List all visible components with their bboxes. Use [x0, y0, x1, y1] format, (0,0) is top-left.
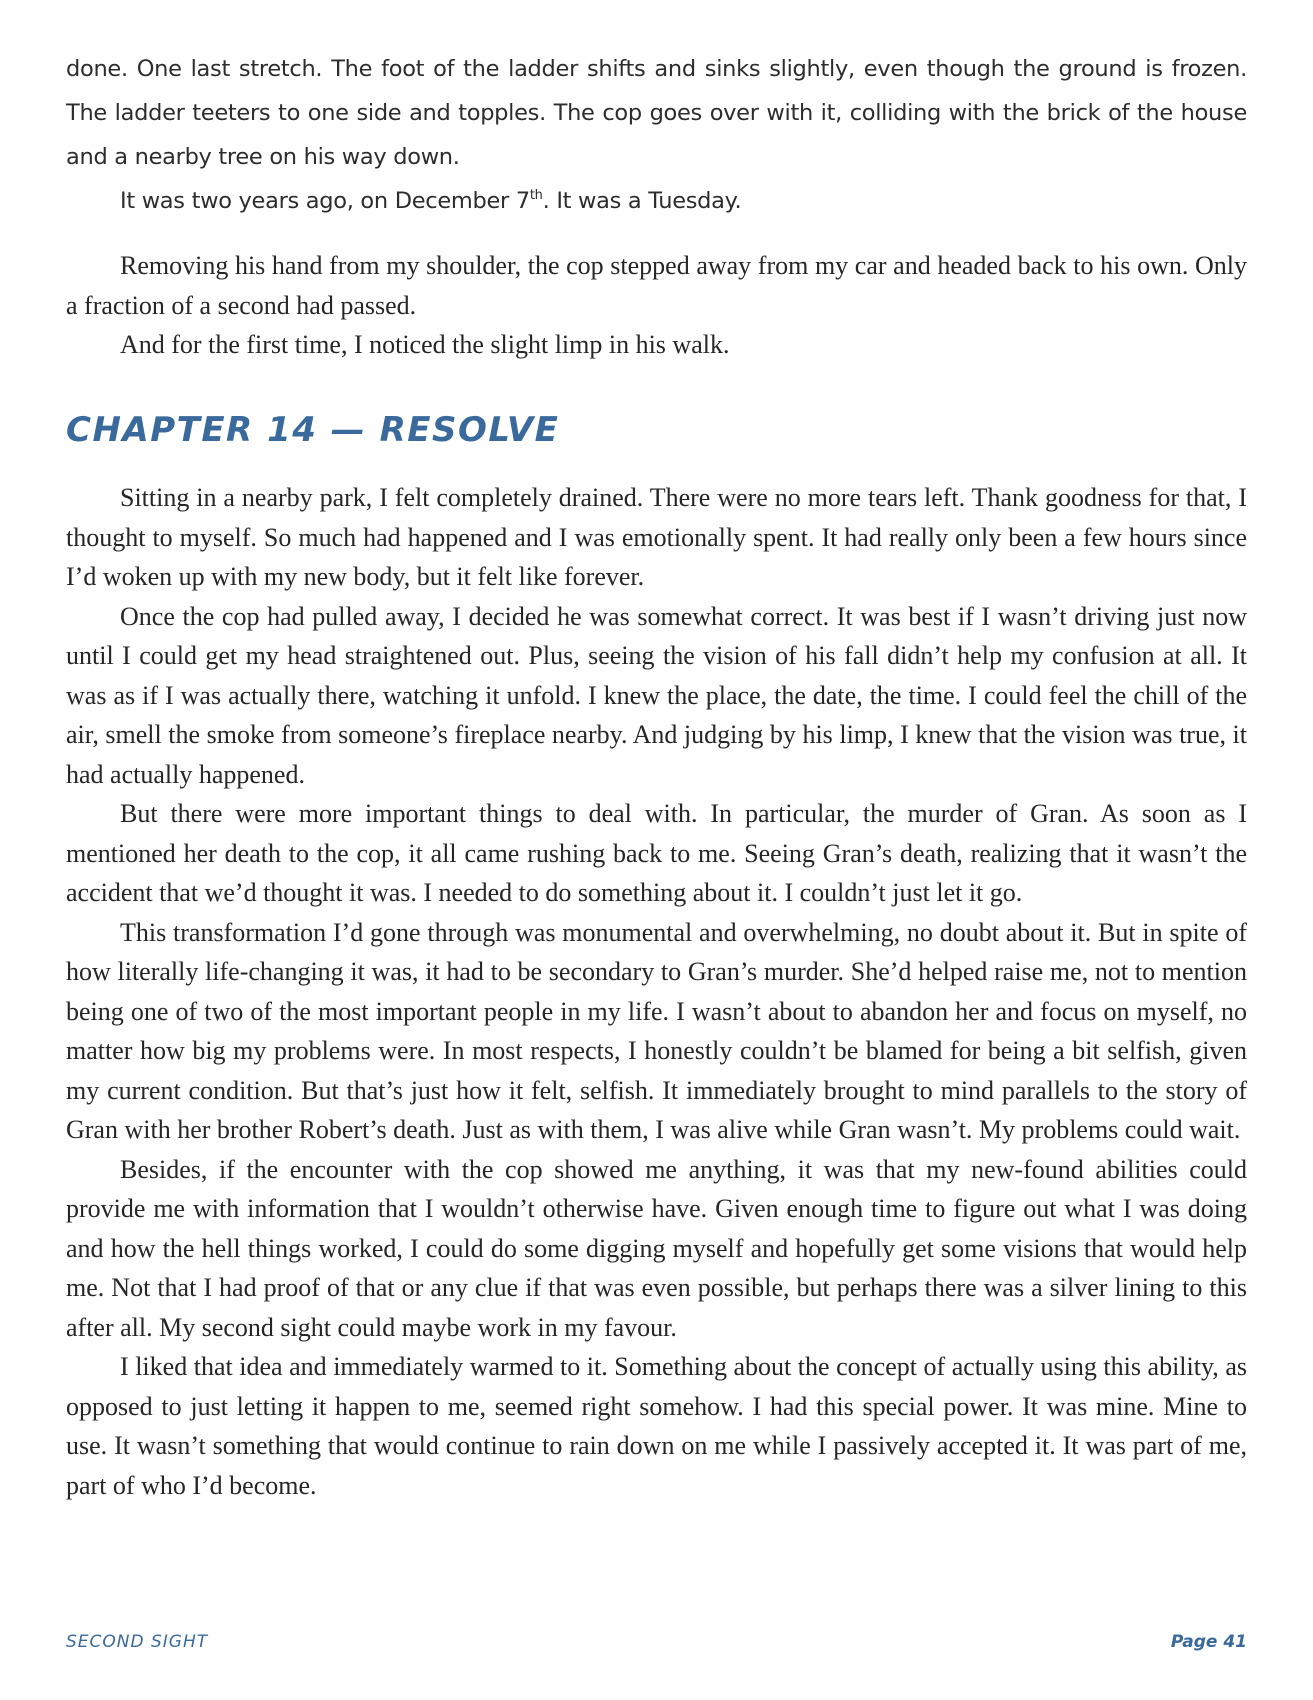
paragraph: I liked that idea and immediately warmed to it. Something about the concept of actually using this ability, as opposed to just letting it happen to me, seemed right somehow. I had this special power. It was mine. Mine to use. It wasn’t something that would continue to rain down on me while I passively accepted it. It was part of me, part of who I’d become.: [66, 1352, 1247, 1500]
footer-book-title: SECOND SIGHT: [66, 1632, 209, 1652]
paragraph: Sitting in a nearby park, I felt completely drained. There were no more tears left. Thank goodness for that, I thought to myself. So much had happened and I was emotionally spent. It had really only been a few hours since I’d woken up with my new body, but it felt like forever.: [66, 483, 1247, 591]
narrative-before-chapter: [66, 246, 1247, 365]
vision-passage: [66, 47, 1247, 223]
date-line-prefix: It was two years ago, on December 7: [120, 188, 530, 214]
date-line-suffix: . It was a Tuesday.: [542, 188, 742, 214]
chapter-heading: CHAPTER 14 — RESOLVE: [66, 410, 560, 450]
vision-paragraph: done. One last stretch. The foot of the ladder shifts and sinks slightly, even though the ground is frozen. The ladder teeters to one side and topples. The cop goes over with it, colliding with the brick of the house and a nearby tree on his way down.: [66, 56, 1247, 170]
paragraph: Removing his hand from my shoulder, the cop stepped away from my car and headed back to his own. Only a fraction of a second had passed.: [66, 251, 1247, 320]
paragraph: Besides, if the encounter with the cop showed me anything, it was that my new-found abilities could provide me with information that I wouldn’t otherwise have. Given enough time to figure out what I was doing and how the hell things worked, I could do some digging myself and hopefully get some visions that would help me. Not that I had proof of that or any clue if that was even possible, but perhaps there was a silver lining to this after all. My second sight could maybe work in my favour.: [66, 1154, 1247, 1342]
chapter-body: [66, 478, 1247, 1505]
vision-date-line: [66, 179, 1247, 223]
footer-page-number: Page 41: [1170, 1632, 1247, 1652]
paragraph: But there were more important things to deal with. In particular, the murder of Gran. As soon as I mentioned her death to the cop, it all came rushing back to me. Seeing Gran’s death, realizing that it wasn’t the accident that we’d thought it was. I needed to do something about it. I couldn’t just let it go.: [66, 799, 1247, 907]
paragraph: This transformation I’d gone through was monumental and overwhelming, no doubt about it. But in spite of how literally life-changing it was, it had to be secondary to Gran’s murder. She’d helped raise me, not to mention being one of two of the most important people in my life. I wasn’t about to abandon her and focus on myself, no matter how big my problems were. In most respects, I honestly couldn’t be blamed for being a bit selfish, given my current condition. But that’s just how it felt, selfish. It immediately brought to mind parallels to the story of Gran with her brother Robert’s death. Just as with them, I was alive while Gran wasn’t. My problems could wait.: [66, 917, 1247, 1144]
book-page: [66, 0, 1247, 1700]
date-line-superscript: th: [529, 188, 543, 203]
paragraph: Once the cop had pulled away, I decided he was somewhat correct. It was best if I wasn’t driving just now until I could get my head straightened out. Plus, seeing the vision of his fall didn’t help my confusion at all. It was as if I was actually there, watching it unfold. I knew the place, the date, the time. I could feel the chill of the air, smell the smoke from someone’s fireplace nearby. And judging by his limp, I knew that the vision was true, it had actually happened.: [66, 601, 1247, 789]
paragraph: And for the first time, I noticed the slight limp in his walk.: [120, 330, 730, 359]
